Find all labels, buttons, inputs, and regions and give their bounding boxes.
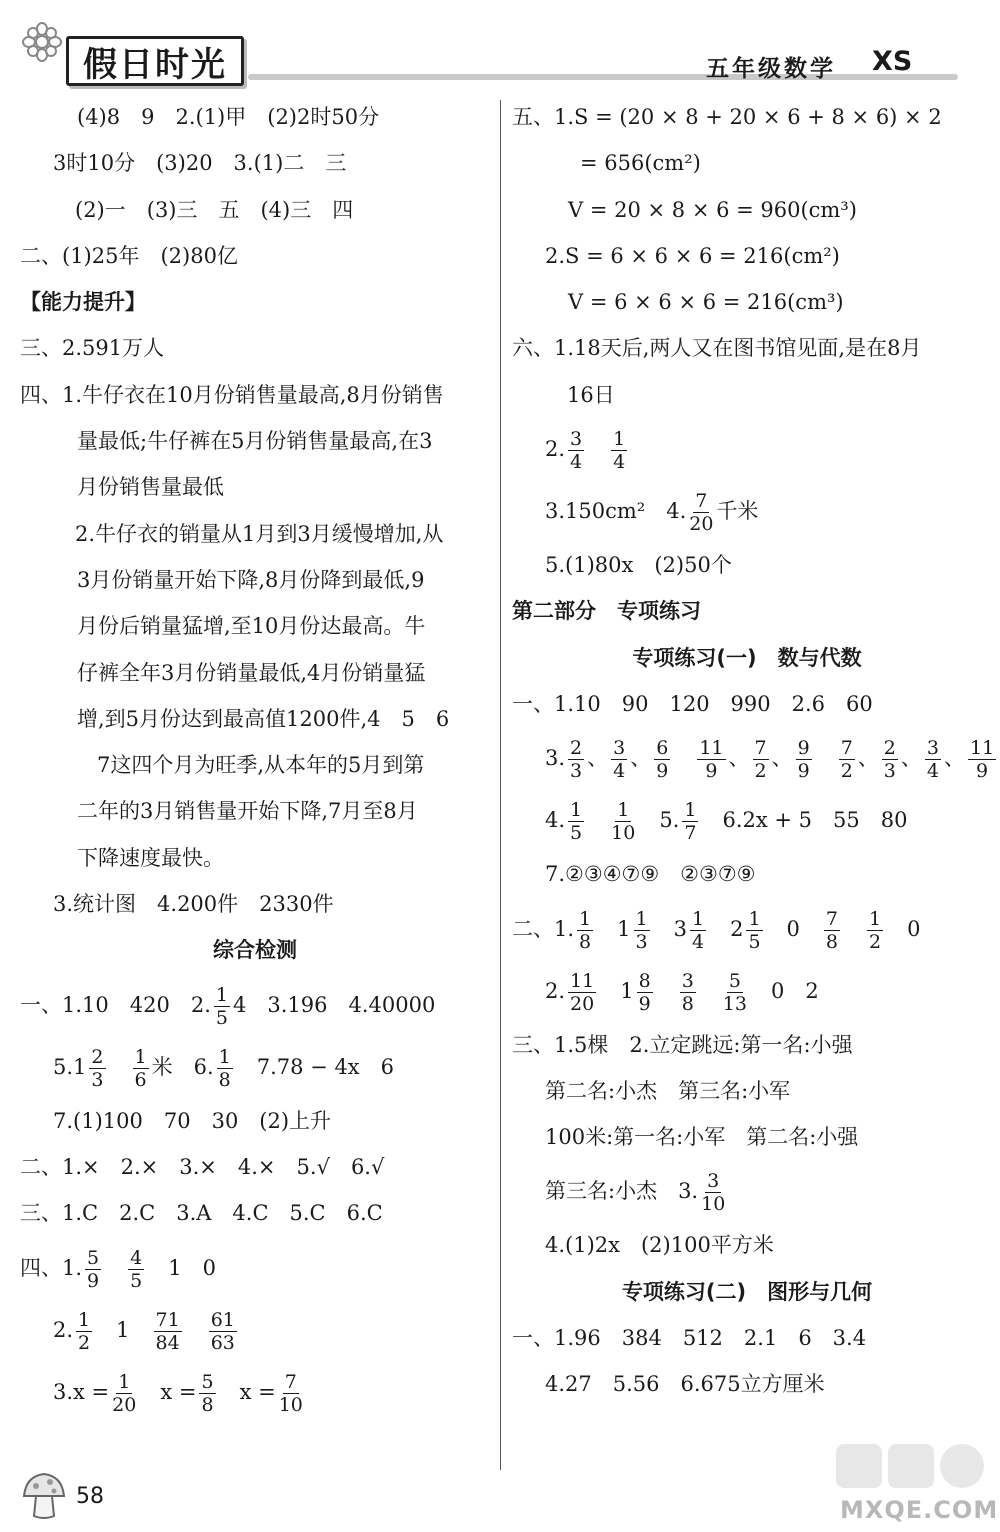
column-divider bbox=[500, 100, 501, 1470]
part-heading: 第二部分 专项练习 bbox=[512, 599, 701, 624]
fraction: $\frac{1}{2}$ bbox=[78, 1308, 91, 1354]
fraction: $\frac{1}{6}$ bbox=[134, 1045, 147, 1091]
mushroom-icon bbox=[20, 1470, 68, 1522]
fraction: $\frac{1}{5}$ bbox=[215, 983, 228, 1029]
answer-line: 二、1.× 2.× 3.× 4.× 5.√ 6.√ bbox=[20, 1154, 385, 1179]
answer-line: 二、1. $\frac{1}{8}$ 1 $\frac{1}{3}$ 3 $\frac{1}{4}$ 2 $\frac{1}{5}$ 0 $\frac{7}{8}$ $\frac{1}{2}$ 0 bbox=[512, 907, 921, 953]
answer-line: 三、1.5棵 2.立定跳远:第一名:小强 bbox=[512, 1032, 853, 1057]
fraction: $\frac{1}{5}$ bbox=[748, 907, 761, 953]
fraction: $\frac{1}{10}$ bbox=[611, 799, 636, 845]
answer-line: 100米:第一名:小军 第二名:小强 bbox=[545, 1125, 859, 1150]
answer-line: 量最低;牛仔裤在5月份销售量最高,在3 bbox=[77, 429, 433, 454]
answer-line: = 656(cm²) bbox=[580, 151, 701, 176]
answer-line: 4.(1)2x (2)100平方米 bbox=[545, 1233, 774, 1258]
answer-line: 3. $\frac{2}{3}$ 、 $\frac{3}{4}$ 、 $\frac{6}{9}$ $\frac{11}{9}$ 、 $\frac{7}{2}$ 、 $\frac{9}{9}$ $\frac{7}{2}$ 、 $\frac{2}{3}$ 、 $\frac{3}{4}$ 、 $\frac{11}{9}$ bbox=[545, 737, 995, 783]
answer-line: 2.S = 6 × 6 × 6 = 216(cm²) bbox=[545, 243, 840, 268]
left-column bbox=[20, 94, 490, 1423]
fraction: $\frac{2}{3}$ bbox=[570, 737, 583, 783]
fraction: $\frac{7}{2}$ bbox=[754, 737, 767, 783]
page-header bbox=[0, 0, 1000, 98]
fraction: $\frac{1}{8}$ bbox=[579, 907, 592, 953]
answer-line: 3.150cm² 4. $\frac{7}{20}$ 千米 bbox=[545, 490, 759, 536]
section-heading: 专项练习(一) 数与代数 bbox=[632, 645, 862, 670]
answer-line: 4. $\frac{1}{5}$ $\frac{1}{10}$ 5. $\frac{1}{7}$ 6.2x + 5 55 80 bbox=[545, 799, 908, 845]
edition-badge: XS bbox=[872, 46, 913, 77]
answer-line: 5.1 $\frac{2}{3}$ $\frac{1}{6}$ 米 6. $\frac{1}{8}$ 7.78 − 4x 6 bbox=[53, 1045, 395, 1091]
fraction: $\frac{1}{8}$ bbox=[218, 1045, 231, 1091]
fraction: $\frac{3}{8}$ bbox=[681, 969, 694, 1015]
answer-line: 五、1.S = (20 × 8 + 20 × 6 + 8 × 6) × 2 bbox=[512, 105, 942, 129]
fraction: $\frac{2}{3}$ bbox=[91, 1045, 104, 1091]
fraction: $\frac{1}{20}$ bbox=[112, 1370, 137, 1416]
answer-line: (4)8 9 2.(1)甲 (2)2时50分 bbox=[77, 105, 380, 129]
answer-line: 一、1.10 90 120 990 2.6 60 bbox=[512, 691, 873, 716]
fraction: $\frac{7}{20}$ bbox=[689, 490, 714, 536]
answer-line: 增,到5月份达到最高值1200件,4 5 6 bbox=[77, 706, 450, 731]
answer-line: 四、1.牛仔衣在10月份销售量最高,8月份销售 bbox=[20, 382, 444, 407]
fraction: $\frac{1}{4}$ bbox=[613, 428, 626, 474]
fraction: $\frac{3}{10}$ bbox=[701, 1170, 726, 1216]
fraction: $\frac{5}{13}$ bbox=[722, 969, 747, 1015]
fraction: $\frac{3}{4}$ bbox=[613, 737, 626, 783]
answer-line: 3时10分 (3)20 3.(1)二 三 bbox=[53, 151, 347, 176]
fraction: $\frac{11}{9}$ bbox=[699, 737, 724, 783]
answer-line: 二、(1)25年 (2)80亿 bbox=[20, 243, 238, 268]
fraction: $\frac{4}{5}$ bbox=[130, 1246, 143, 1292]
fraction: $\frac{7}{10}$ bbox=[278, 1370, 303, 1416]
fraction: $\frac{11}{9}$ bbox=[969, 737, 995, 783]
fraction: $\frac{2}{3}$ bbox=[883, 737, 896, 783]
fraction: $\frac{1}{4}$ bbox=[691, 907, 705, 953]
book-title-box bbox=[66, 36, 244, 86]
answer-line: 仔裤全年3月份销量最低,4月份销量猛 bbox=[77, 660, 426, 685]
answer-line: 下降速度最快。 bbox=[77, 845, 224, 870]
answer-line: V = 6 × 6 × 6 = 216(cm³) bbox=[568, 290, 844, 315]
answer-line: 2.牛仔衣的销量从1月到3月缓慢增加,从 bbox=[75, 521, 444, 546]
book-title: 假日时光 bbox=[83, 44, 227, 85]
flower-icon bbox=[22, 22, 62, 62]
answer-line: 5.(1)80x (2)50个 bbox=[545, 553, 732, 578]
answer-line: 第三名:小杰 3. $\frac{3}{10}$ bbox=[545, 1170, 726, 1216]
fraction: $\frac{9}{9}$ bbox=[797, 737, 810, 783]
fraction: $\frac{8}{9}$ bbox=[638, 969, 651, 1015]
answer-line: 7这四个月为旺季,从本年的5月到第 bbox=[97, 753, 425, 778]
fraction: $\frac{1}{7}$ bbox=[684, 799, 697, 845]
fraction: $\frac{6}{9}$ bbox=[656, 737, 669, 783]
answer-line: 16日 bbox=[567, 382, 615, 407]
answer-line: 月份销售量最低 bbox=[77, 475, 224, 500]
answer-line: 3月份销量开始下降,8月份降到最低,9 bbox=[77, 567, 425, 592]
fraction: $\frac{71}{84}$ bbox=[155, 1308, 180, 1354]
fraction: $\frac{3}{4}$ bbox=[926, 737, 939, 783]
answer-line: 四、1. $\frac{5}{9}$ $\frac{4}{5}$ 1 0 bbox=[20, 1246, 216, 1292]
fraction: $\frac{5}{8}$ bbox=[201, 1370, 214, 1416]
answer-line: 7.(1)100 70 30 (2)上升 bbox=[53, 1108, 332, 1133]
fraction: $\frac{1}{3}$ bbox=[635, 907, 648, 953]
answer-line: 第二名:小杰 第三名:小军 bbox=[545, 1078, 791, 1103]
fraction: $\frac{1}{5}$ bbox=[570, 799, 583, 845]
page-number: 58 bbox=[76, 1484, 104, 1509]
answer-line: 2. $\frac{1}{2}$ 1 $\frac{71}{84}$ $\frac{61}{63}$ bbox=[53, 1308, 235, 1354]
answer-line: 三、2.591万人 bbox=[20, 336, 165, 361]
answer-line: 4.27 5.56 6.675立方厘米 bbox=[545, 1372, 825, 1397]
header-rule bbox=[248, 74, 958, 80]
answer-line: V = 20 × 8 × 6 = 960(cm³) bbox=[568, 197, 857, 222]
answer-line: 7.②③④⑦⑨ ②③⑦⑨ bbox=[545, 862, 756, 887]
answer-line: 3.x = $\frac{1}{20}$ x = $\frac{5}{8}$ x = $\frac{7}{10}$ bbox=[53, 1370, 303, 1416]
fraction: $\frac{5}{9}$ bbox=[87, 1246, 100, 1292]
right-column bbox=[512, 94, 995, 1408]
answer-line: 六、1.18天后,两人又在图书馆见面,是在8月 bbox=[512, 336, 922, 361]
answer-line: 3.统计图 4.200件 2330件 bbox=[53, 892, 334, 917]
fraction: $\frac{11}{20}$ bbox=[570, 969, 595, 1015]
answer-line: 二年的3月销售量开始下降,7月至8月 bbox=[77, 799, 418, 824]
watermark-text: MXQE.COM bbox=[840, 1496, 999, 1524]
answer-line: 一、1.96 384 512 2.1 6 3.4 bbox=[512, 1326, 867, 1351]
fraction: $\frac{61}{63}$ bbox=[210, 1308, 235, 1354]
fraction: $\frac{1}{2}$ bbox=[869, 907, 882, 953]
section-heading: 综合检测 bbox=[213, 938, 297, 963]
answer-line: (2)一 (3)三 五 (4)三 四 bbox=[75, 197, 354, 222]
fraction: $\frac{3}{4}$ bbox=[570, 428, 583, 474]
subject-label: 五年级数学 bbox=[706, 56, 836, 82]
section-heading: 【能力提升】 bbox=[20, 290, 146, 315]
answer-line: 2. $\frac{3}{4}$ $\frac{1}{4}$ bbox=[545, 428, 626, 474]
answer-line: 一、1.10 420 2. $\frac{1}{5}$ 4 3.196 4.40000 bbox=[20, 983, 436, 1029]
section-heading: 专项练习(二) 图形与几何 bbox=[621, 1279, 873, 1304]
fraction: $\frac{7}{2}$ bbox=[840, 737, 853, 783]
answer-line: 月份后销量猛增,至10月份达最高。牛 bbox=[77, 614, 426, 639]
answer-line: 三、1.C 2.C 3.A 4.C 5.C 6.C bbox=[20, 1201, 383, 1226]
answer-line: 2. $\frac{11}{20}$ 1 $\frac{8}{9}$ $\frac{3}{8}$ $\frac{5}{13}$ 0 2 bbox=[545, 969, 819, 1015]
fraction: $\frac{7}{8}$ bbox=[825, 907, 839, 953]
